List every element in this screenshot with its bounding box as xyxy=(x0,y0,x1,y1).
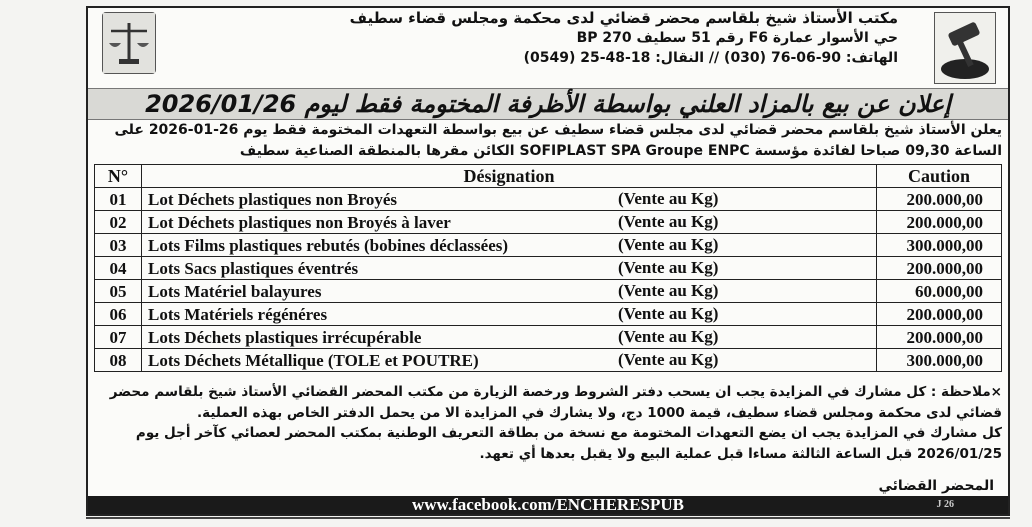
designation-text: Lot Déchets plastiques non Broyés à laver xyxy=(148,212,451,232)
designation-text: Lots Matériel balayures xyxy=(148,281,322,301)
office-address: حي الأسوار عمارة F6 رقم 51 سطيف BP 270 xyxy=(576,30,898,46)
row-num: 03 xyxy=(95,234,142,257)
table-row xyxy=(95,234,1002,257)
row-num: 06 xyxy=(95,303,142,326)
row-caution: 300.000,00 xyxy=(877,234,1002,257)
header xyxy=(88,8,1008,88)
intro-paragraph: يعلن الأستاذ شيخ بلقاسم محضر قضائي لدى مجلس قضاء سطيف عن بيع بواسطة التعهدات المختومة فقط يوم 26-01-2026 على الساعة 09,30 صباحا لفائدة مؤسسة SOFIPLAST SPA Groupe ENPC الكائن مقرها بالمنطقة الصناعية سطيف xyxy=(114,122,1002,159)
designation-text: Lots Sacs plastiques éventrés xyxy=(148,258,359,278)
sale-unit: (Vente au Kg) xyxy=(618,350,719,369)
row-caution: 200.000,00 xyxy=(877,188,1002,211)
footer-code: J 26 xyxy=(936,499,954,510)
sale-unit: (Vente au Kg) xyxy=(618,304,719,323)
sale-unit: (Vente au Kg) xyxy=(618,235,719,254)
lots-table xyxy=(94,164,1002,372)
row-designation xyxy=(142,188,877,211)
table-row xyxy=(95,188,1002,211)
table-row xyxy=(95,349,1002,372)
row-caution: 60.000,00 xyxy=(877,280,1002,303)
notes-label: ×ملاحظة : xyxy=(930,384,1002,400)
notes-section xyxy=(96,382,1002,464)
row-num: 05 xyxy=(95,280,142,303)
row-designation xyxy=(142,349,877,372)
table-row xyxy=(95,326,1002,349)
table-header-row xyxy=(95,165,1002,188)
office-title: مكتب الأستاذ شيخ بلقاسم محضر قضائي لدى محكمة ومجلس قضاء سطيف xyxy=(349,9,898,27)
notes-line1: كل مشارك في المزايدة يجب ان يسحب دفتر الشروط ورخصة الزيارة من مكتب المحضر القضائي الأستاذ شيخ بلقاسم محضر قضائي لدى محكمة ومجلس قضاء سطيف، قيمة 1000 دج، ولا يشارك في المزايدة الا من يحمل الدفتر الخاص بهذه العملية. xyxy=(109,384,1002,421)
designation-text: Lots Matériels régénéres xyxy=(148,304,328,324)
office-phone: الهاتف: 90-06-76 (030) // النقال: 18-48-25 (0549) xyxy=(523,50,898,66)
row-num: 08 xyxy=(95,349,142,372)
row-caution: 300.000,00 xyxy=(877,349,1002,372)
designation-text: Lots Films plastiques rebutés (bobines déclassées) xyxy=(148,235,509,255)
table-row xyxy=(95,303,1002,326)
table-row xyxy=(95,257,1002,280)
row-num: 01 xyxy=(95,188,142,211)
table-row xyxy=(95,211,1002,234)
row-num: 02 xyxy=(95,211,142,234)
sale-unit: (Vente au Kg) xyxy=(618,212,719,231)
footer-bar xyxy=(88,496,1008,514)
row-num: 04 xyxy=(95,257,142,280)
row-num: 07 xyxy=(95,326,142,349)
row-designation xyxy=(142,303,877,326)
row-caution: 200.000,00 xyxy=(877,326,1002,349)
sale-unit: (Vente au Kg) xyxy=(618,189,719,208)
row-caution: 200.000,00 xyxy=(877,257,1002,280)
header-text xyxy=(338,8,898,68)
announcement-page xyxy=(86,6,1010,516)
sale-unit: (Vente au Kg) xyxy=(618,327,719,346)
next-page-edge xyxy=(86,517,1010,527)
designation-text: Lots Déchets plastiques irrécupérable xyxy=(148,327,422,347)
row-designation xyxy=(142,257,877,280)
row-caution: 200.000,00 xyxy=(877,211,1002,234)
notes-line2: كل مشارك في المزايدة يجب ان يضع التعهدات المختومة مع نسخة من بطاقة التعريف الوطنية بمكتب المحضر لعصائي كآخر أجل يوم 2026/01/25 قبل الساعة الثالثة مساءا قبل عملية البيع ولا يقبل بعدها أي تعهد. xyxy=(135,425,1002,462)
sale-unit: (Vente au Kg) xyxy=(618,258,719,277)
row-designation xyxy=(142,211,877,234)
facebook-link[interactable]: www.facebook.com/ENCHERESPUB xyxy=(411,495,684,514)
row-caution: 200.000,00 xyxy=(877,303,1002,326)
scales-of-justice-logo xyxy=(102,12,156,74)
row-designation xyxy=(142,280,877,303)
sale-unit: (Vente au Kg) xyxy=(618,281,719,300)
header-num: N° xyxy=(95,165,142,188)
announcement-banner: إعلان عن بيع بالمزاد العلني بواسطة الأظرفة المختومة فقط ليوم 2026/01/26 xyxy=(88,88,1008,120)
gavel-logo xyxy=(934,12,996,84)
header-caution: Caution xyxy=(877,165,1002,188)
signature: المحضر القضائي xyxy=(878,478,994,494)
designation-text: Lots Déchets Métallique (TOLE et POUTRE) xyxy=(148,350,479,370)
designation-text: Lot Déchets plastiques non Broyés xyxy=(148,189,398,209)
row-designation xyxy=(142,326,877,349)
row-designation xyxy=(142,234,877,257)
table-row xyxy=(95,280,1002,303)
header-designation: Désignation xyxy=(142,165,877,188)
